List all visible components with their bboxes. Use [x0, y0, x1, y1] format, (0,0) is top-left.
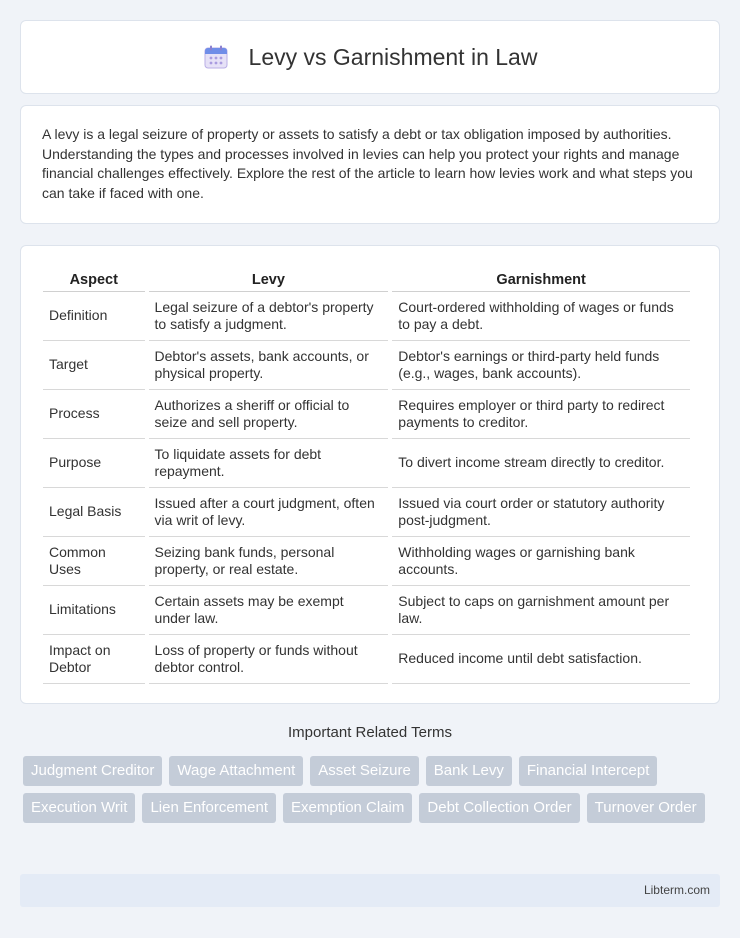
related-term-tag[interactable]: Judgment Creditor: [23, 756, 162, 786]
cell-levy: Debtor's assets, bank accounts, or physical property.: [149, 341, 389, 390]
cell-aspect: Impact on Debtor: [43, 635, 145, 684]
cell-aspect: Process: [43, 390, 145, 439]
cell-levy: Seizing bank funds, personal property, or real estate.: [149, 537, 389, 586]
page-title: Levy vs Garnishment in Law: [248, 43, 538, 70]
cell-garnishment: Court-ordered withholding of wages or funds to pay a debt.: [392, 292, 690, 341]
footer-brand-link[interactable]: Libterm.com: [643, 883, 710, 897]
cell-garnishment: Reduced income until debt satisfaction.: [392, 635, 690, 684]
cell-garnishment: Issued via court order or statutory authority post-judgment.: [392, 488, 690, 537]
cell-aspect: Common Uses: [43, 537, 145, 586]
table-row: [43, 586, 690, 635]
related-term-tag[interactable]: Lien Enforcement: [142, 793, 276, 823]
cell-garnishment: Debtor's earnings or third-party held funds (e.g., wages, bank accounts).: [392, 341, 690, 390]
table-row: [43, 439, 690, 488]
calendar-icon: [203, 44, 229, 70]
cell-levy: Legal seizure of a debtor's property to satisfy a judgment.: [149, 292, 389, 341]
related-term-tag[interactable]: Financial Intercept: [519, 756, 658, 786]
related-terms-title: Important Related Terms: [288, 724, 452, 741]
cell-levy: Certain assets may be exempt under law.: [149, 586, 389, 635]
intro-text: A levy is a legal seizure of property or assets to satisfy a debt or tax obligation imposed by authorities. Understanding the types and processes involved in levies can help you protect your rights and manage financial challenges effectively. Explore the rest of the article to learn how levies work and what steps you can take if faced with one.: [42, 126, 693, 201]
comparison-table: [39, 264, 694, 684]
cell-aspect: Legal Basis: [43, 488, 145, 537]
table-row: [43, 292, 690, 341]
cell-levy: Loss of property or funds without debtor control.: [149, 635, 389, 684]
cell-aspect: Definition: [43, 292, 145, 341]
cell-levy: To liquidate assets for debt repayment.: [149, 439, 389, 488]
cell-aspect: Limitations: [43, 586, 145, 635]
cell-garnishment: Withholding wages or garnishing bank accounts.: [392, 537, 690, 586]
related-term-tag[interactable]: Debt Collection Order: [419, 793, 579, 823]
intro-card: [20, 105, 720, 224]
header-garnishment: Garnishment: [392, 264, 690, 292]
related-term-tag[interactable]: Asset Seizure: [310, 756, 419, 786]
header-card: [20, 20, 720, 94]
cell-garnishment: To divert income stream directly to creditor.: [392, 439, 690, 488]
cell-levy: Authorizes a sheriff or official to seize and sell property.: [149, 390, 389, 439]
comparison-table-card: [20, 245, 720, 704]
table-row: [43, 341, 690, 390]
table-row: [43, 390, 690, 439]
cell-garnishment: Subject to caps on garnishment amount per law.: [392, 586, 690, 635]
related-term-tag[interactable]: Turnover Order: [587, 793, 705, 823]
cell-aspect: Purpose: [43, 439, 145, 488]
table-header-row: [43, 264, 690, 292]
footer: [20, 874, 720, 907]
cell-aspect: Target: [43, 341, 145, 390]
cell-garnishment: Requires employer or third party to redirect payments to creditor.: [392, 390, 690, 439]
related-term-tag[interactable]: Execution Writ: [23, 793, 135, 823]
cell-levy: Issued after a court judgment, often via writ of levy.: [149, 488, 389, 537]
related-terms-list: [23, 756, 723, 823]
header-levy: Levy: [149, 264, 389, 292]
table-row: [43, 635, 690, 684]
related-term-tag[interactable]: Exemption Claim: [283, 793, 412, 823]
related-term-tag[interactable]: Bank Levy: [426, 756, 512, 786]
table-row: [43, 488, 690, 537]
title-wrap: [203, 44, 538, 71]
related-term-tag[interactable]: Wage Attachment: [169, 756, 303, 786]
header-aspect: Aspect: [43, 264, 145, 292]
table-row: [43, 537, 690, 586]
